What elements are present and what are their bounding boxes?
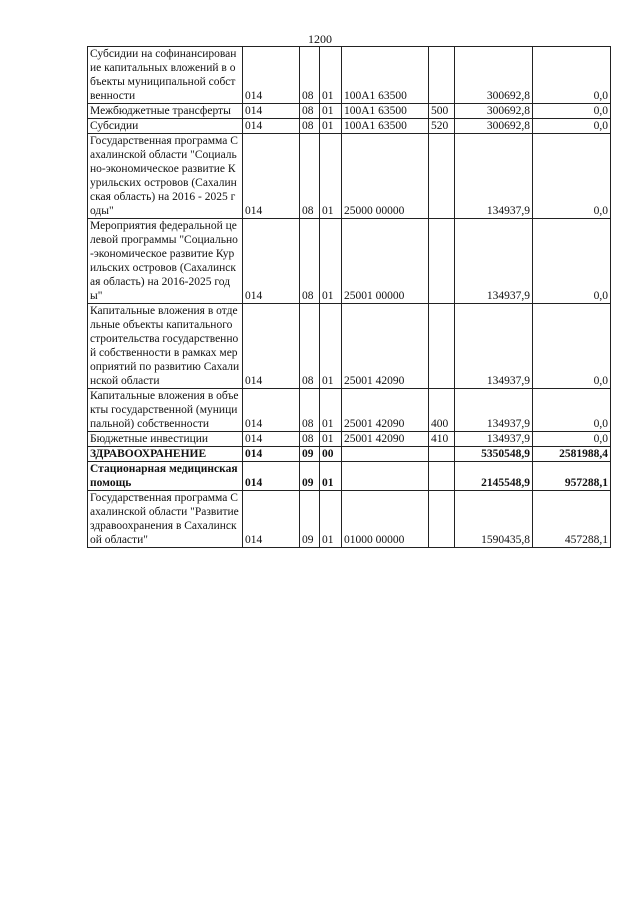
ministry-code-cell: 014 bbox=[243, 304, 300, 389]
subsection-code-cell: 01 bbox=[320, 389, 342, 432]
subsection-code-cell: 01 bbox=[320, 491, 342, 548]
target-code-cell: 25001 42090 bbox=[342, 389, 429, 432]
amount-1-cell: 134937,9 bbox=[455, 389, 533, 432]
amount-2-cell: 0,0 bbox=[533, 47, 611, 104]
section-code-cell: 08 bbox=[300, 219, 320, 304]
row-name-cell: Межбюджетные трансферты bbox=[88, 104, 243, 119]
table-row bbox=[88, 462, 611, 491]
table-row bbox=[88, 119, 611, 134]
amount-1-cell: 300692,8 bbox=[455, 47, 533, 104]
ministry-code-cell: 014 bbox=[243, 119, 300, 134]
expense-type-cell: 410 bbox=[429, 432, 455, 447]
expense-type-cell bbox=[429, 134, 455, 219]
amount-1-cell: 134937,9 bbox=[455, 304, 533, 389]
amount-1-cell: 300692,8 bbox=[455, 104, 533, 119]
ministry-code-cell: 014 bbox=[243, 104, 300, 119]
amount-2-cell: 0,0 bbox=[533, 389, 611, 432]
expense-type-cell bbox=[429, 462, 455, 491]
target-code-cell: 25001 42090 bbox=[342, 304, 429, 389]
expense-type-cell bbox=[429, 447, 455, 462]
ministry-code-cell: 014 bbox=[243, 462, 300, 491]
subsection-code-cell: 01 bbox=[320, 104, 342, 119]
amount-1-cell: 5350548,9 bbox=[455, 447, 533, 462]
target-code-cell: 25000 00000 bbox=[342, 134, 429, 219]
page-number: 1200 bbox=[308, 32, 332, 46]
amount-2-cell: 0,0 bbox=[533, 432, 611, 447]
row-name-cell: Мероприятия федеральной целевой программы "Социально-экономическое развитие Курильских островов (Сахалинская область) на 2016-2025 годы" bbox=[88, 219, 243, 304]
ministry-code-cell: 014 bbox=[243, 389, 300, 432]
amount-1-cell: 1590435,8 bbox=[455, 491, 533, 548]
expense-type-cell: 400 bbox=[429, 389, 455, 432]
ministry-code-cell: 014 bbox=[243, 491, 300, 548]
target-code-cell: 100А1 63500 bbox=[342, 47, 429, 104]
expense-type-cell bbox=[429, 304, 455, 389]
row-name-cell: Субсидии на софинансирование капитальных вложений в объекты муниципальной собственности bbox=[88, 47, 243, 104]
ministry-code-cell: 014 bbox=[243, 432, 300, 447]
row-name-cell: Капитальные вложения в объекты государственной (муниципальной) собственности bbox=[88, 389, 243, 432]
expense-type-cell bbox=[429, 491, 455, 548]
row-name-cell: Бюджетные инвестиции bbox=[88, 432, 243, 447]
subsection-code-cell: 01 bbox=[320, 304, 342, 389]
amount-2-cell: 957288,1 bbox=[533, 462, 611, 491]
row-name-cell: Государственная программа Сахалинской области "Развитие здравоохранения в Сахалинской области" bbox=[88, 491, 243, 548]
amount-2-cell: 457288,1 bbox=[533, 491, 611, 548]
amount-1-cell: 134937,9 bbox=[455, 219, 533, 304]
section-code-cell: 08 bbox=[300, 104, 320, 119]
expense-type-cell bbox=[429, 47, 455, 104]
section-code-cell: 08 bbox=[300, 47, 320, 104]
expense-type-cell: 500 bbox=[429, 104, 455, 119]
row-name-cell: Субсидии bbox=[88, 119, 243, 134]
section-code-cell: 08 bbox=[300, 432, 320, 447]
subsection-code-cell: 01 bbox=[320, 47, 342, 104]
section-code-cell: 08 bbox=[300, 134, 320, 219]
amount-2-cell: 0,0 bbox=[533, 104, 611, 119]
table-row bbox=[88, 304, 611, 389]
amount-1-cell: 134937,9 bbox=[455, 134, 533, 219]
target-code-cell: 01000 00000 bbox=[342, 491, 429, 548]
amount-2-cell: 0,0 bbox=[533, 219, 611, 304]
target-code-cell bbox=[342, 447, 429, 462]
table-row bbox=[88, 104, 611, 119]
ministry-code-cell: 014 bbox=[243, 447, 300, 462]
target-code-cell: 25001 42090 bbox=[342, 432, 429, 447]
subsection-code-cell: 01 bbox=[320, 432, 342, 447]
amount-2-cell: 0,0 bbox=[533, 119, 611, 134]
table-row bbox=[88, 134, 611, 219]
budget-table bbox=[87, 46, 611, 548]
ministry-code-cell: 014 bbox=[243, 219, 300, 304]
subsection-code-cell: 00 bbox=[320, 447, 342, 462]
table-row bbox=[88, 389, 611, 432]
target-code-cell: 25001 00000 bbox=[342, 219, 429, 304]
section-code-cell: 08 bbox=[300, 119, 320, 134]
row-name-cell: Капитальные вложения в отдельные объекты капитального строительства государственной собственности в рамках мероприятий по развитию Сахалинской области bbox=[88, 304, 243, 389]
row-name-cell: ЗДРАВООХРАНЕНИЕ bbox=[88, 447, 243, 462]
expense-type-cell: 520 bbox=[429, 119, 455, 134]
subsection-code-cell: 01 bbox=[320, 134, 342, 219]
target-code-cell bbox=[342, 462, 429, 491]
section-code-cell: 08 bbox=[300, 389, 320, 432]
table-row bbox=[88, 219, 611, 304]
subsection-code-cell: 01 bbox=[320, 219, 342, 304]
expense-type-cell bbox=[429, 219, 455, 304]
amount-2-cell: 0,0 bbox=[533, 134, 611, 219]
ministry-code-cell: 014 bbox=[243, 134, 300, 219]
row-name-cell: Государственная программа Сахалинской области "Социально-экономическое развитие Курильских островов (Сахалинская область) на 2016 - 2025 годы" bbox=[88, 134, 243, 219]
section-code-cell: 08 bbox=[300, 304, 320, 389]
section-code-cell: 09 bbox=[300, 462, 320, 491]
amount-2-cell: 0,0 bbox=[533, 304, 611, 389]
subsection-code-cell: 01 bbox=[320, 119, 342, 134]
section-code-cell: 09 bbox=[300, 447, 320, 462]
table-row bbox=[88, 47, 611, 104]
table-row bbox=[88, 432, 611, 447]
table-row bbox=[88, 491, 611, 548]
section-code-cell: 09 bbox=[300, 491, 320, 548]
ministry-code-cell: 014 bbox=[243, 47, 300, 104]
row-name-cell: Стационарная медицинская помощь bbox=[88, 462, 243, 491]
table-row bbox=[88, 447, 611, 462]
target-code-cell: 100А1 63500 bbox=[342, 119, 429, 134]
subsection-code-cell: 01 bbox=[320, 462, 342, 491]
amount-1-cell: 2145548,9 bbox=[455, 462, 533, 491]
amount-1-cell: 134937,9 bbox=[455, 432, 533, 447]
target-code-cell: 100А1 63500 bbox=[342, 104, 429, 119]
amount-2-cell: 2581988,4 bbox=[533, 447, 611, 462]
amount-1-cell: 300692,8 bbox=[455, 119, 533, 134]
